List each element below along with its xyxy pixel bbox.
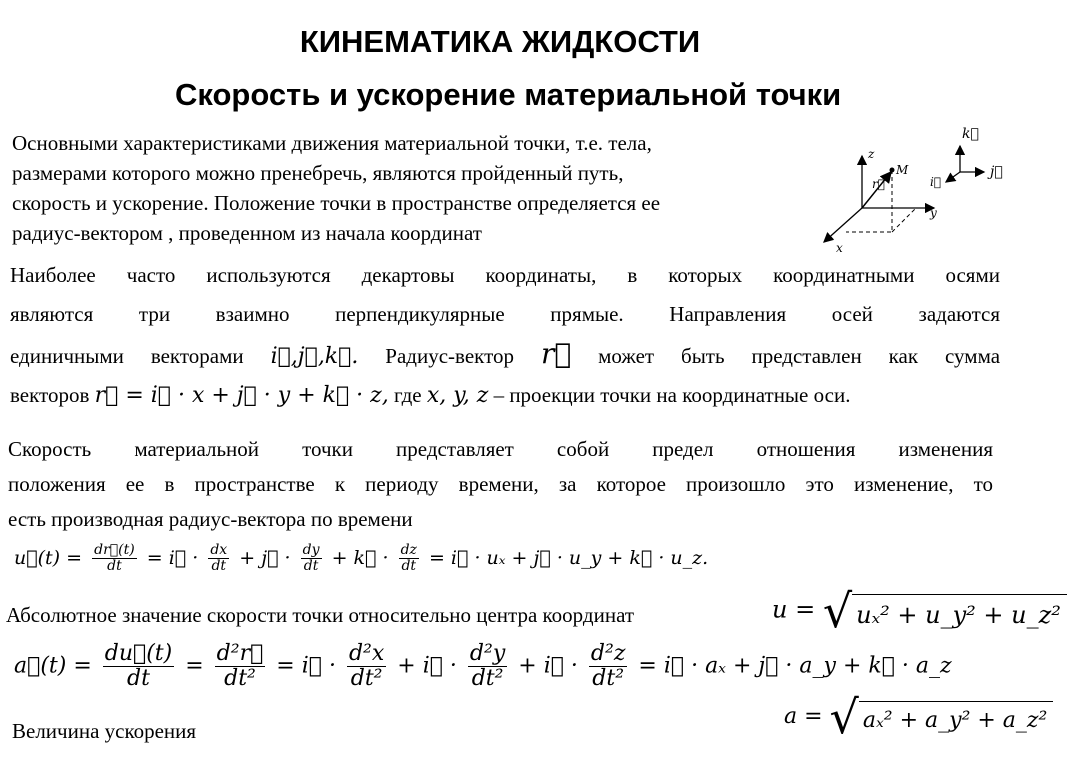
intro-paragraph (12, 128, 812, 248)
radius-vector-formula: r⃗ = i⃗ · x + j⃗ · y + k⃗ · z, (94, 383, 389, 408)
velocity-line: Скорость материальной точки представляет собой предел отношения изменения (8, 437, 993, 461)
formula-term: u⃗(t) = (14, 546, 83, 569)
intro-line: скорость и ускорение. Положение точки в пространстве определяется ее (12, 191, 661, 215)
fraction: $\frac{du⃗(t)}{dt}$ (104, 641, 173, 692)
m-label: M (896, 163, 909, 177)
acceleration-formula (14, 642, 952, 691)
velocity-line: есть производная радиус-вектора по времени (8, 507, 413, 531)
fraction: $\frac{\text{d²x}}{\text{dt²}}$ (348, 641, 385, 692)
z-label: z (868, 147, 875, 161)
abs-velocity-text: Абсолютное значение скорости точки относительно центра координат (6, 603, 635, 627)
j-label: j⃗ (990, 164, 1003, 180)
point-m (890, 168, 895, 173)
fraction: $\frac{\text{d²y}}{\text{dt²}}$ (469, 641, 506, 692)
formula-term: + i⃗ · (397, 653, 457, 679)
x-label: x (836, 241, 843, 255)
formula-term: + i⃗ · (518, 653, 578, 679)
velocity-line: положения ее в пространстве к периоду времени, за которое произошло это изменение, то (8, 472, 993, 496)
coords-line (10, 334, 1000, 376)
unit-vectors-formula: i⃗,j⃗,k⃗. (270, 344, 359, 369)
coords-line: являются три взаимно перпендикулярные прямые. Направления осей задаются (10, 302, 1000, 326)
coords-text: где (394, 383, 422, 407)
page-subtitle: Скорость и ускорение материальной точки (175, 77, 842, 112)
coords-text: векторов (10, 383, 90, 407)
i-unit-vector (946, 172, 960, 182)
acceleration-magnitude-label: Величина ускорения (12, 719, 197, 743)
projection-vars: x, y, z (426, 383, 489, 408)
coords-text: единичными векторами (10, 344, 244, 368)
abs-velocity-formula (772, 584, 1067, 638)
velocity-formula (14, 543, 708, 575)
intro-line: радиус-вектором , проведенном из начала координат (12, 221, 482, 245)
coordinate-axes-figure (812, 120, 1012, 260)
formula-term: = i⃗ · (276, 653, 336, 679)
fraction: $\frac{dx}{dt}$ (210, 542, 228, 575)
formula-term: = i⃗ · aₓ + j⃗ · a_y + k⃗ · a_z (638, 653, 952, 679)
r-label: r⃗ (872, 177, 885, 191)
page-title: КИНЕМАТИКА ЖИДКОСТИ (299, 24, 701, 59)
velocity-paragraph (8, 432, 993, 537)
intro-line: размерами которого можно пренебречь, являются пройденный путь, (12, 161, 624, 185)
square-root: √ uₓ² + u_y² + u_z² (823, 588, 1067, 634)
y-label: y (930, 206, 937, 220)
coords-text: может быть представлен как сумма (598, 344, 1001, 368)
formula-term: + k⃗ · (331, 546, 389, 569)
fraction: $\frac{dz}{dt}$ (400, 542, 417, 575)
fraction: $\frac{dy}{dt}$ (302, 542, 320, 575)
k-label: k⃗ (962, 126, 979, 142)
coords-line (10, 376, 1000, 415)
fraction: $\frac{\text{d²r⃗}}{\text{dt²}}$ (216, 641, 264, 692)
fraction: $\frac{\text{d²z}}{\text{dt²}}$ (590, 641, 626, 692)
coords-text: Радиус-вектор (385, 344, 514, 368)
i-label: i⃗ (930, 175, 942, 189)
acceleration-magnitude-formula (784, 690, 1053, 744)
formula-term: u = (772, 595, 816, 624)
x-axis (824, 208, 862, 242)
coordinates-paragraph (10, 256, 1000, 415)
formula-term: = i⃗ · (146, 546, 199, 569)
formula-term: = (185, 653, 204, 679)
radius-vector-symbol: r⃗ (540, 337, 572, 370)
fraction: $\frac{dr⃗(t)}{dt}$ (94, 542, 135, 575)
coords-text: – проекции точки на координатные оси. (493, 383, 851, 407)
formula-term: a = (784, 704, 823, 729)
formula-term: + j⃗ · (239, 546, 291, 569)
square-root: √ aₓ² + a_y² + a_z² (830, 694, 1054, 740)
intro-line: Основными характеристиками движения материальной точки, т.е. тела, (12, 131, 652, 155)
coords-line: Наиболее часто используются декартовы координаты, в которых координатными осями (10, 263, 1000, 287)
formula-term: a⃗(t) = (14, 653, 92, 679)
formula-term: = i⃗ · uₓ + j⃗ · u_y + k⃗ · u_z. (428, 546, 709, 569)
